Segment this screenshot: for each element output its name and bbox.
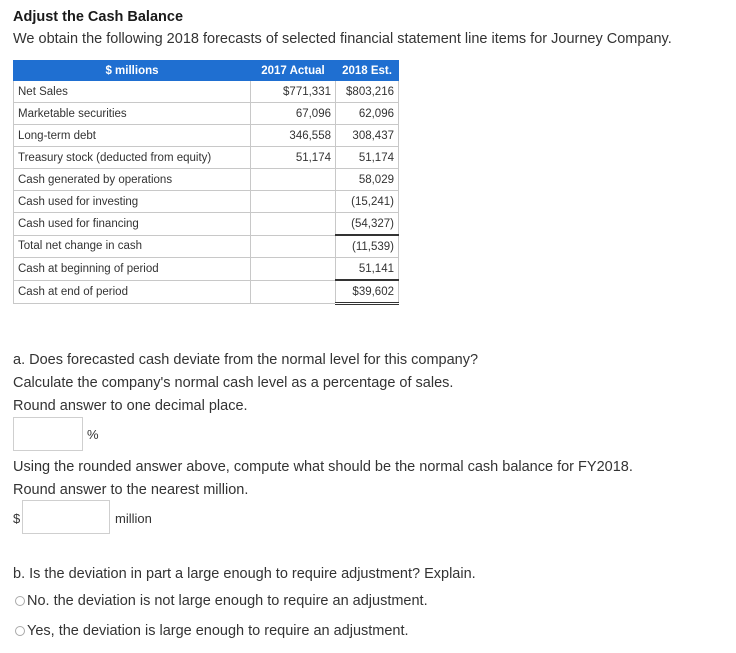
- dollar-prefix: $: [13, 511, 21, 526]
- part-a-question: a. Does forecasted cash deviate from the normal level for this company?: [13, 352, 479, 368]
- row-label: Treasury stock (deducted from equity): [14, 147, 251, 169]
- row-2017-value: 67,096: [251, 103, 336, 125]
- row-2018-value: 58,029: [336, 169, 399, 191]
- column-header-millions: $ millions: [14, 61, 251, 81]
- part-a-instruction: Calculate the company's normal cash level as a percentage of sales.: [13, 375, 454, 391]
- row-label: Cash at end of period: [14, 280, 251, 304]
- table-row: [14, 147, 399, 169]
- option-no-adjustment[interactable]: [15, 593, 428, 609]
- table-row: [14, 213, 399, 236]
- percent-unit: %: [87, 427, 99, 442]
- row-2017-value: [251, 213, 336, 236]
- radio-button[interactable]: [15, 596, 25, 606]
- row-label: Cash at beginning of period: [14, 258, 251, 281]
- table-header-row: [14, 61, 399, 81]
- table-row: [14, 280, 399, 304]
- part-a-followup-rounding: Round answer to the nearest million.: [13, 482, 249, 498]
- percent-input[interactable]: [13, 417, 83, 451]
- row-label: Cash generated by operations: [14, 169, 251, 191]
- table-row: [14, 125, 399, 147]
- row-2018-value: (15,241): [336, 191, 399, 213]
- row-2018-value: 62,096: [336, 103, 399, 125]
- table-row: [14, 235, 399, 258]
- radio-button[interactable]: [15, 626, 25, 636]
- million-unit: million: [115, 511, 152, 526]
- option-label: No. the deviation is not large enough to require an adjustment.: [27, 593, 428, 609]
- row-label: Net Sales: [14, 81, 251, 103]
- row-label: Cash used for financing: [14, 213, 251, 236]
- row-2018-value: $803,216: [336, 81, 399, 103]
- row-2018-value: (11,539): [336, 235, 399, 258]
- part-a-rounding-note: Round answer to one decimal place.: [13, 398, 248, 414]
- row-label: Marketable securities: [14, 103, 251, 125]
- column-header-2017-actual: 2017 Actual: [251, 61, 336, 81]
- column-header-2018-est: 2018 Est.: [336, 61, 399, 81]
- row-2017-value: [251, 280, 336, 304]
- row-2017-value: [251, 191, 336, 213]
- row-label: Cash used for investing: [14, 191, 251, 213]
- row-2017-value: [251, 169, 336, 191]
- row-2017-value: [251, 258, 336, 281]
- row-2017-value: [251, 235, 336, 258]
- row-label: Total net change in cash: [14, 235, 251, 258]
- row-2018-value: 51,141: [336, 258, 399, 281]
- row-2018-value: $39,602: [336, 280, 399, 304]
- row-2017-value: 346,558: [251, 125, 336, 147]
- table-row: [14, 103, 399, 125]
- row-2017-value: 51,174: [251, 147, 336, 169]
- financial-table: [13, 60, 399, 305]
- row-2018-value: (54,327): [336, 213, 399, 236]
- part-a-followup: Using the rounded answer above, compute what should be the normal cash balance for FY2018.: [13, 459, 633, 475]
- row-2017-value: $771,331: [251, 81, 336, 103]
- table-row: [14, 169, 399, 191]
- option-label: Yes, the deviation is large enough to require an adjustment.: [27, 623, 409, 639]
- intro-text: We obtain the following 2018 forecasts of selected financial statement line items for Journey Company.: [13, 31, 672, 47]
- row-2018-value: 308,437: [336, 125, 399, 147]
- part-b-question: b. Is the deviation in part a large enough to require adjustment? Explain.: [13, 566, 476, 582]
- page-title: Adjust the Cash Balance: [13, 9, 184, 25]
- table-row: [14, 258, 399, 281]
- row-2018-value: 51,174: [336, 147, 399, 169]
- normal-cash-input[interactable]: [22, 500, 110, 534]
- row-label: Long-term debt: [14, 125, 251, 147]
- option-yes-adjustment[interactable]: [15, 623, 409, 639]
- table-row: [14, 191, 399, 213]
- table-row: [14, 81, 399, 103]
